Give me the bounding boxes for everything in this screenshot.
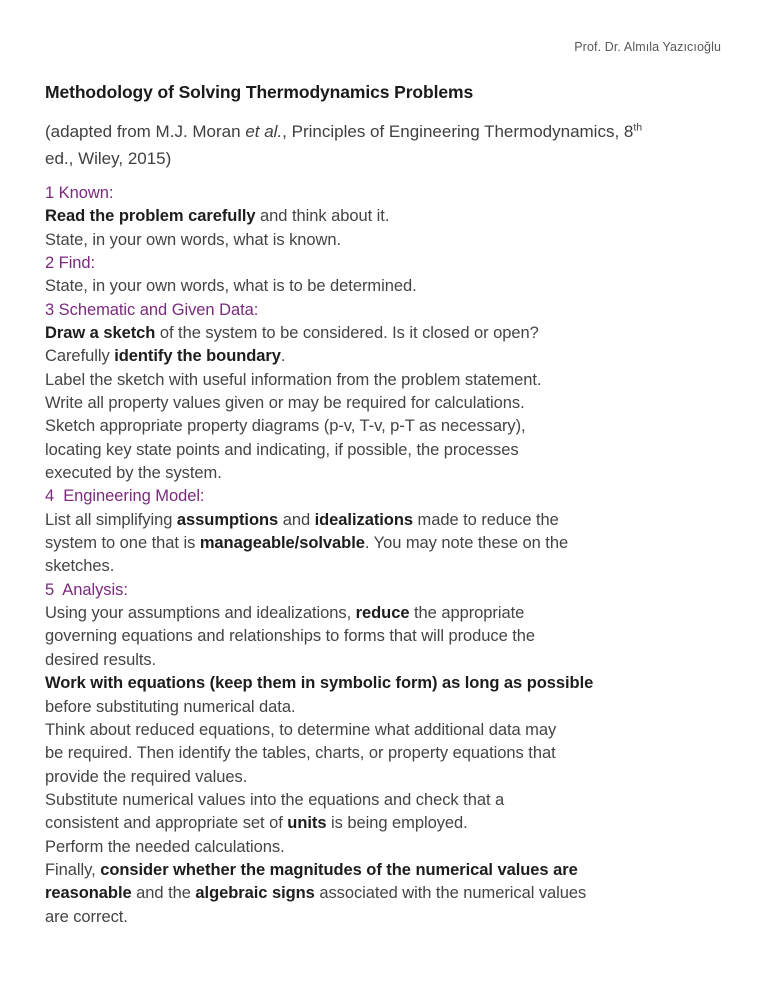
section-heading: 5 Analysis: — [45, 580, 128, 599]
body-text: . — [280, 347, 286, 366]
body-text: sketches. — [45, 557, 115, 576]
body-text: is being employed. — [326, 814, 468, 833]
page-title: Methodology of Solving Thermodynamics Problems — [45, 82, 474, 102]
document-body — [45, 82, 735, 929]
body-text: Perform the needed calculations. — [45, 837, 285, 856]
body-text: before substituting numerical data. — [45, 697, 296, 716]
author-attribution: Prof. Dr. Almıla Yazıcıoğlu — [574, 40, 721, 54]
emphasis-text: units — [287, 814, 327, 833]
body-text: Using your assumptions and idealizations, — [45, 604, 356, 623]
emphasis-text: manageable/solvable — [199, 534, 365, 553]
citation-ordinal-suffix: th — [633, 121, 643, 134]
body-line — [45, 509, 735, 532]
body-text: Label the sketch with useful information from the problem statement. — [45, 370, 542, 389]
emphasis-text: Work with equations (keep them in symbolic form) as long as possible — [45, 674, 594, 693]
body-line — [45, 532, 735, 555]
body-line — [45, 742, 735, 765]
body-text: made to reduce the — [412, 510, 559, 529]
body-line — [45, 812, 735, 835]
body-line — [45, 462, 735, 485]
body-text: locating key state points and indicating, if possible, the processes — [45, 440, 519, 459]
body-text: consistent and appropriate set of — [45, 814, 288, 833]
section-heading: 4 Engineering Model: — [45, 487, 205, 506]
emphasis-text: identify the boundary — [114, 347, 281, 366]
body-line — [45, 906, 735, 929]
body-text: governing equations and relationships to forms that will produce the — [45, 627, 536, 646]
body-line — [45, 369, 735, 392]
body-text: List all simplifying — [45, 510, 177, 529]
body-text: provide the required values. — [45, 767, 248, 786]
section-heading: 2 Find: — [45, 253, 96, 272]
emphasis-text: consider whether the magnitudes of the numerical values are — [100, 860, 578, 879]
body-line — [45, 415, 735, 438]
citation-part-1: (adapted from M.J. Moran — [45, 121, 246, 141]
emphasis-text: algebraic signs — [195, 884, 315, 903]
body-text: Finally, — [45, 860, 101, 879]
body-line — [45, 625, 735, 648]
body-text: Write all property values given or may be required for calculations. — [45, 394, 525, 413]
body-line — [45, 392, 735, 415]
body-text: be required. Then identify the tables, charts, or property equations that — [45, 744, 556, 763]
body-text: Think about reduced equations, to determine what additional data may — [45, 720, 557, 739]
body-line — [45, 719, 735, 742]
body-text: desired results. — [45, 650, 157, 669]
body-text: executed by the system. — [45, 464, 222, 483]
body-text: system to one that is — [45, 534, 200, 553]
body-line — [45, 882, 735, 905]
body-line — [45, 439, 735, 462]
body-line — [45, 696, 735, 719]
body-text: and think about it. — [255, 207, 390, 226]
citation-part-3: ed., Wiley, 2015) — [45, 149, 172, 169]
body-line — [45, 859, 735, 882]
emphasis-text: reduce — [355, 604, 410, 623]
body-line — [45, 672, 735, 695]
body-line — [45, 345, 735, 368]
body-text: the appropriate — [409, 604, 525, 623]
emphasis-text: assumptions — [176, 510, 279, 529]
body-line — [45, 322, 735, 345]
body-text: Carefully — [45, 347, 115, 366]
body-line — [45, 275, 735, 298]
source-citation — [45, 118, 645, 173]
body-text: associated with the numerical values — [314, 884, 587, 903]
body-line — [45, 602, 735, 625]
body-text: Sketch appropriate property diagrams (p-v, T-v, p-T as necessary), — [45, 417, 526, 436]
body-line — [45, 555, 735, 578]
body-text: of the system to be considered. Is it closed or open? — [155, 324, 539, 342]
body-text: State, in your own words, what is to be determined. — [45, 277, 417, 296]
body-text: and the — [131, 884, 196, 903]
methodology-sections — [45, 182, 735, 929]
emphasis-text: Draw a sketch — [45, 324, 156, 342]
citation-et-al: et al. — [245, 121, 283, 141]
body-line — [45, 649, 735, 672]
body-text: are correct. — [45, 907, 128, 926]
body-line — [45, 205, 735, 228]
body-line — [45, 766, 735, 789]
body-line — [45, 229, 735, 252]
body-text: . You may note these on the — [364, 534, 569, 553]
body-text: and — [278, 510, 315, 529]
body-text: State, in your own words, what is known. — [45, 230, 342, 249]
body-text: Substitute numerical values into the equations and check that a — [45, 790, 505, 809]
citation-part-2: , Principles of Engineering Thermodynamics, 8 — [282, 121, 634, 141]
body-line — [45, 789, 735, 812]
section-heading: 1 Known: — [45, 183, 114, 202]
emphasis-text: Read the problem carefully — [45, 207, 256, 226]
emphasis-text: reasonable — [45, 884, 132, 903]
emphasis-text: idealizations — [314, 510, 413, 529]
section-heading: 3 Schematic and Given Data: — [45, 300, 259, 319]
body-line — [45, 836, 735, 859]
